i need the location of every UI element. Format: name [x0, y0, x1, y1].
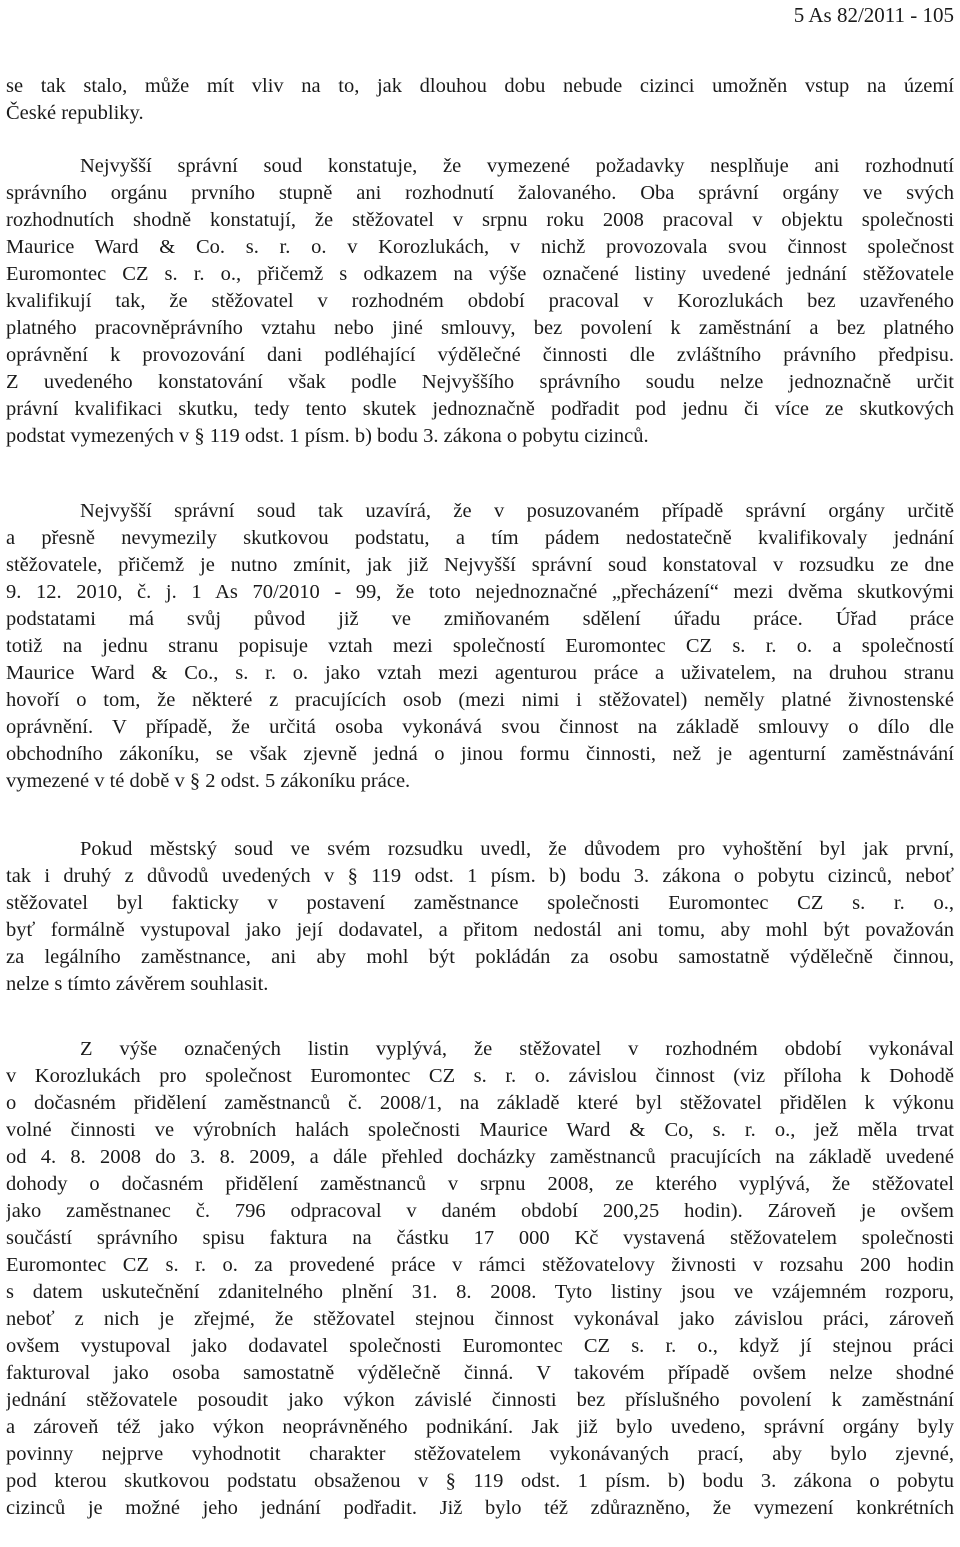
text-line: správního orgánu prvního stupně ani rozhodnutí žalovaného. Oba správní orgány ve svých: [6, 182, 954, 204]
text-line: Maurice Ward & Co. s. r. o. v Korozlukách, v nichž provozovala svou činnost společnost: [6, 236, 954, 258]
text-line: podstat vymezených v § 119 odst. 1 písm. b) bodu 3. zákona o pobytu cizinců.: [6, 425, 649, 447]
text-line: neboť z nich je zřejmé, že stěžovatel stejnou činnost vykonával jako závislou práci, zároveň: [6, 1308, 954, 1330]
text-line: kvalifikují tak, že stěžovatel v rozhodném období pracoval v Korozlukách bez uzavřeného: [6, 290, 954, 312]
text-line: Nejvyšší správní soud tak uzavírá, že v posuzovaném případě správní orgány určitě: [80, 500, 954, 522]
text-line: Maurice Ward & Co., s. r. o. jako vztah mezi agenturou práce a uživatelem, na druhou stranu: [6, 662, 954, 684]
text-line: rozhodnutích shodně konstatují, že stěžovatel v srpnu roku 2008 pracoval v objektu společnosti: [6, 209, 954, 231]
text-line: jako zaměstnanec č. 796 odpracoval v daném období 200,25 hodin). Zároveň je ovšem: [6, 1200, 954, 1222]
text-line: oprávnění. V případě, že určitá osoba vykonává svou činnost na základě smlouvy o dílo dle: [6, 716, 954, 738]
text-line: stěžovatele, přičemž je nutno zmínit, jak již Nejvyšší správní soud konstatoval v rozsudku ze dne: [6, 554, 954, 576]
text-line: a přesně nevymezily skutkovou podstatu, a tím pádem nedostatečně kvalifikovaly jednání: [6, 527, 954, 549]
text-line: [6, 1520, 954, 1546]
text-line: od 4. 8. 2008 do 3. 8. 2009, a dále přehled docházky zaměstnanců pracujících na základě uvedené: [6, 1146, 954, 1168]
text-line: s datem uskutečnění zdanitelného plnění 31. 8. 2008. Tyto listiny jsou ve vzájemném rozporu,: [6, 1281, 954, 1303]
text-line: stěžovatel byl fakticky v postavení zaměstnance společnosti Euromontec CZ s. r. o.,: [6, 892, 954, 914]
text-line: pod kterou skutkovou podstatu obsaženou v § 119 odst. 1 písm. b) bodu 3. zákona o pobytu: [6, 1470, 954, 1492]
text-line: tak i druhý z důvodů uvedených v § 119 odst. 1 písm. b) bodu 3. zákona o pobytu cizinců, neboť: [6, 865, 954, 887]
text-line: totiž na jednu stranu popisuje vztah mezi společností Euromontec CZ s. r. o. a společností: [6, 635, 954, 657]
text-line: volné činnosti ve výrobních halách společnosti Maurice Ward & Co, s. r. o., jež měla trvat: [6, 1119, 954, 1141]
text-line: obchodního zákoníku, se však zjevně jedná o jinou formu činnosti, než je agenturní zaměstnávání: [6, 743, 954, 765]
text-line: cizinců je možné jeho jednání podřadit. Již bylo též zdůrazněno, že vymezení konkrétních: [6, 1497, 954, 1519]
text-line: za legálního zaměstnance, ani aby mohl být pokládán za osobu samostatně výdělečně činnou,: [6, 946, 954, 968]
text-line: ovšem vystupoval jako dodavatel společnosti Euromontec CZ s. r. o., když jí stejnou práci: [6, 1335, 954, 1357]
text-line: a zároveň též jako výkon neoprávněného podnikání. Jak již bylo uvedeno, správní orgány byly: [6, 1416, 954, 1438]
text-line: Pokud městský soud ve svém rozsudku uvedl, že důvodem pro vyhoštění byl jak první,: [80, 838, 954, 860]
text-line: byť formálně vystupoval jako její dodavatel, a přitom nedostál ani tomu, aby mohl být považován: [6, 919, 954, 941]
text-line: vymezené v té době v § 2 odst. 5 zákoníku práce.: [6, 770, 411, 792]
text-line: 9. 12. 2010, č. j. 1 As 70/2010 - 99, že toto nejednoznačné „přecházení“ mezi dvěma skutkovými: [6, 581, 954, 603]
case-reference: 5 As 82/2011 - 105: [793, 3, 954, 27]
text-line: právní kvalifikaci skutku, tedy tento skutek jednoznačně podřadit pod jednu či více ze skutkových: [6, 398, 954, 420]
text-line: České republiky.: [6, 102, 144, 124]
text-line: součástí správního spisu faktura na částku 17 000 Kč vystavená stěžovatelem společnosti: [6, 1227, 954, 1249]
text-line: Euromontec CZ s. r. o., přičemž s odkazem na výše označené listiny uvedené jednání stěžovatele: [6, 263, 954, 285]
text-line: Euromontec CZ s. r. o. za provedené práce v rámci stěžovatelovy živnosti v rozsahu 200 hodin: [6, 1254, 954, 1276]
text-line: platného pracovněprávního vztahu nebo jiné smlouvy, bez povolení k zaměstnání a bez platného: [6, 317, 954, 339]
text-line: Z uvedeného konstatování však podle Nejvyššího správního soudu nelze jednoznačně určit: [6, 371, 954, 393]
text-line: o dočasném přidělení zaměstnanců č. 2008/1, na základě které byl stěžovatel přidělen k výkonu: [6, 1092, 954, 1114]
text-line: se tak stalo, může mít vliv na to, jak dlouhou dobu nebude cizinci umožněn vstup na území: [6, 75, 954, 97]
text-line: podstatami má svůj původ již ve zmiňovaném sdělení úřadu práce. Úřad práce: [6, 608, 954, 630]
text-line: v Korozlukách pro společnost Euromontec CZ s. r. o. závislou činnost (viz příloha k Dohodě: [6, 1065, 954, 1087]
text-line: nelze s tímto závěrem souhlasit.: [6, 973, 269, 995]
text-line: Z výše označených listin vyplývá, že stěžovatel v rozhodném období vykonával: [80, 1038, 954, 1060]
text-line: povinny nejprve vyhodnotit charakter stěžovatelem vykonávaných prací, aby bylo zjevné,: [6, 1443, 954, 1465]
text-line: fakturoval jako osoba samostatně výdělečně činná. V takovém případě ovšem nelze shodné: [6, 1362, 954, 1384]
text-line: Nejvyšší správní soud konstatuje, že vymezené požadavky nesplňuje ani rozhodnutí: [80, 155, 954, 177]
text-line: jednání stěžovatele posoudit jako výkon závislé činnosti bez příslušného povolení k zaměstnání: [6, 1389, 954, 1411]
text-line: hovoří o tom, že některé z pracujících osob (mezi nimi i stěžovatel) neměly platné živnostenské: [6, 689, 954, 711]
text-line: dohody o dočasném přidělení zaměstnanců v srpnu 2008, ze kterého vyplývá, že stěžovatel: [6, 1173, 954, 1195]
text-line: oprávnění k provozování dani podléhající výdělečné činnosti dle zvláštního právního předpisu.: [6, 344, 954, 366]
